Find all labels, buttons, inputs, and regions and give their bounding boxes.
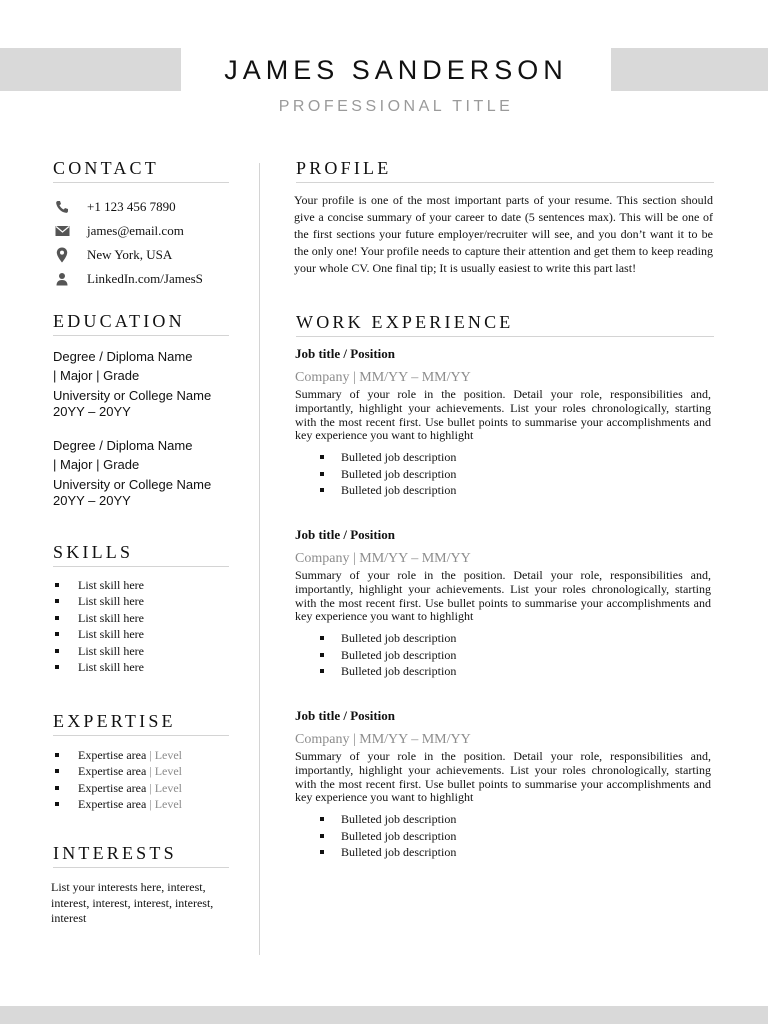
contact-heading: CONTACT [53,158,229,183]
column-divider [259,163,260,955]
expertise-area: Expertise area [78,764,147,779]
job-bullet: Bulleted job description [295,811,711,827]
major-grade: | Major | Grade [53,457,140,472]
header-band-right [611,48,768,91]
expertise-separator: | [146,748,155,762]
job-bullet: Bulleted job description [295,466,711,482]
education-heading: EDUCATION [53,311,229,336]
contact-location [54,245,172,265]
job-summary: Summary of your role in the position. Detail your role, responsibilities and, importantly, highlight your achievements. List your roles chronologically, starting with the most recent first. Use bullet points to summarise your accomplishments and key experience you want to highlight [295,749,711,805]
skill-item: List skill here [53,593,144,609]
degree-name: Degree / Diploma Name [53,349,193,364]
expertise-area: Expertise area [78,780,147,795]
skill-item: List skill here [53,626,144,642]
contact-linkedin [54,269,203,289]
footer-band [0,1006,768,1024]
skill-item: List skill here [53,577,144,593]
skill-item: List skill here [53,610,144,626]
expertise-separator: | [146,797,155,812]
person-icon [54,271,70,287]
location-pin-icon [54,247,70,263]
job-bullet: Bulleted job description [295,449,711,465]
contact-email [54,221,184,241]
job-bullet: Bulleted job description [295,630,711,646]
job-entry [295,708,711,860]
expertise-item [53,780,182,796]
job-entry [295,527,711,679]
expertise-area: Expertise area [78,748,147,762]
expertise-level: Level [154,780,183,795]
phone-number: +1 123 456 7890 [87,199,176,214]
job-bullet: Bulleted job description [295,647,711,663]
profile-heading: PROFILE [296,158,714,183]
job-bullets [295,630,711,679]
expertise-separator: | [146,764,155,779]
education-years: 20YY – 20YY [53,404,131,419]
mail-icon [54,223,70,239]
expertise-item [53,796,182,812]
candidate-name: JAMES SANDERSON [224,55,568,85]
job-bullet: Bulleted job description [295,663,711,679]
expertise-heading: EXPERTISE [53,711,229,736]
job-title: Job title / Position [295,708,396,723]
interests-heading: INTERESTS [53,843,229,868]
job-summary: Summary of your role in the position. Detail your role, responsibilities and, importantly, highlight your achievements. List your roles chronologically, starting with the most recent first. Use bullet points to summarise your accomplishments and key experience you want to highlight [295,387,711,443]
expertise-item [53,763,182,779]
job-title: Job title / Position [295,346,396,361]
degree-name: Degree / Diploma Name [53,438,193,453]
job-company-dates: Company | MM/YY – MM/YY [295,551,471,566]
job-summary: Summary of your role in the position. Detail your role, responsibilities and, importantly, highlight your achievements. List your roles chronologically, starting with the most recent first. Use bullet points to summarise your accomplishments and key experience you want to highlight [295,568,711,624]
job-title: Job title / Position [295,527,396,542]
expertise-area: Expertise area [78,797,147,812]
email-address: james@email.com [87,223,184,238]
profile-text: Your profile is one of the most important parts of your resume. This section should give a concise summary of your career to date (5 sentences max). This will be one of the first sections your future employer/recruiter will see, and you don’t want it to be the only one! Your profile needs to capture their attention and get them to keep reading your whole CV. One final tip; It is usually easiest to write this part last! [294,193,713,275]
professional-title: PROFESSIONAL TITLE [278,98,514,115]
job-bullet: Bulleted job description [295,482,711,498]
expertise-item [53,747,182,763]
education-years: 20YY – 20YY [53,493,131,508]
job-bullet: Bulleted job description [295,828,711,844]
job-bullet: Bulleted job description [295,844,711,860]
school-name: University or College Name [53,477,212,492]
job-bullets [295,449,711,498]
linkedin-url: LinkedIn.com/JamesS [87,271,203,286]
location-text: New York, USA [87,247,173,262]
expertise-level: Level [154,797,183,812]
job-company-dates: Company | MM/YY – MM/YY [295,370,471,385]
skill-item: List skill here [53,643,144,659]
major-grade: | Major | Grade [53,368,140,383]
skill-item: List skill here [53,659,144,675]
school-name: University or College Name [53,388,212,403]
education-entry [53,347,243,420]
expertise-separator: | [146,780,155,795]
expertise-level: Level [154,748,183,762]
education-entry [53,436,243,509]
phone-icon [54,199,70,215]
expertise-list [53,747,182,813]
contact-phone [54,197,176,217]
job-company-dates: Company | MM/YY – MM/YY [295,732,471,747]
work-experience-heading: WORK EXPERIENCE [296,312,714,337]
job-bullets [295,811,711,860]
interests-text: List your interests here, interest, interest, interest, interest, interest, interest [51,880,214,925]
skills-heading: SKILLS [53,542,229,567]
skills-list [53,577,144,675]
job-entry [295,346,711,498]
header-band-left [0,48,181,91]
expertise-level: Level [154,764,183,779]
